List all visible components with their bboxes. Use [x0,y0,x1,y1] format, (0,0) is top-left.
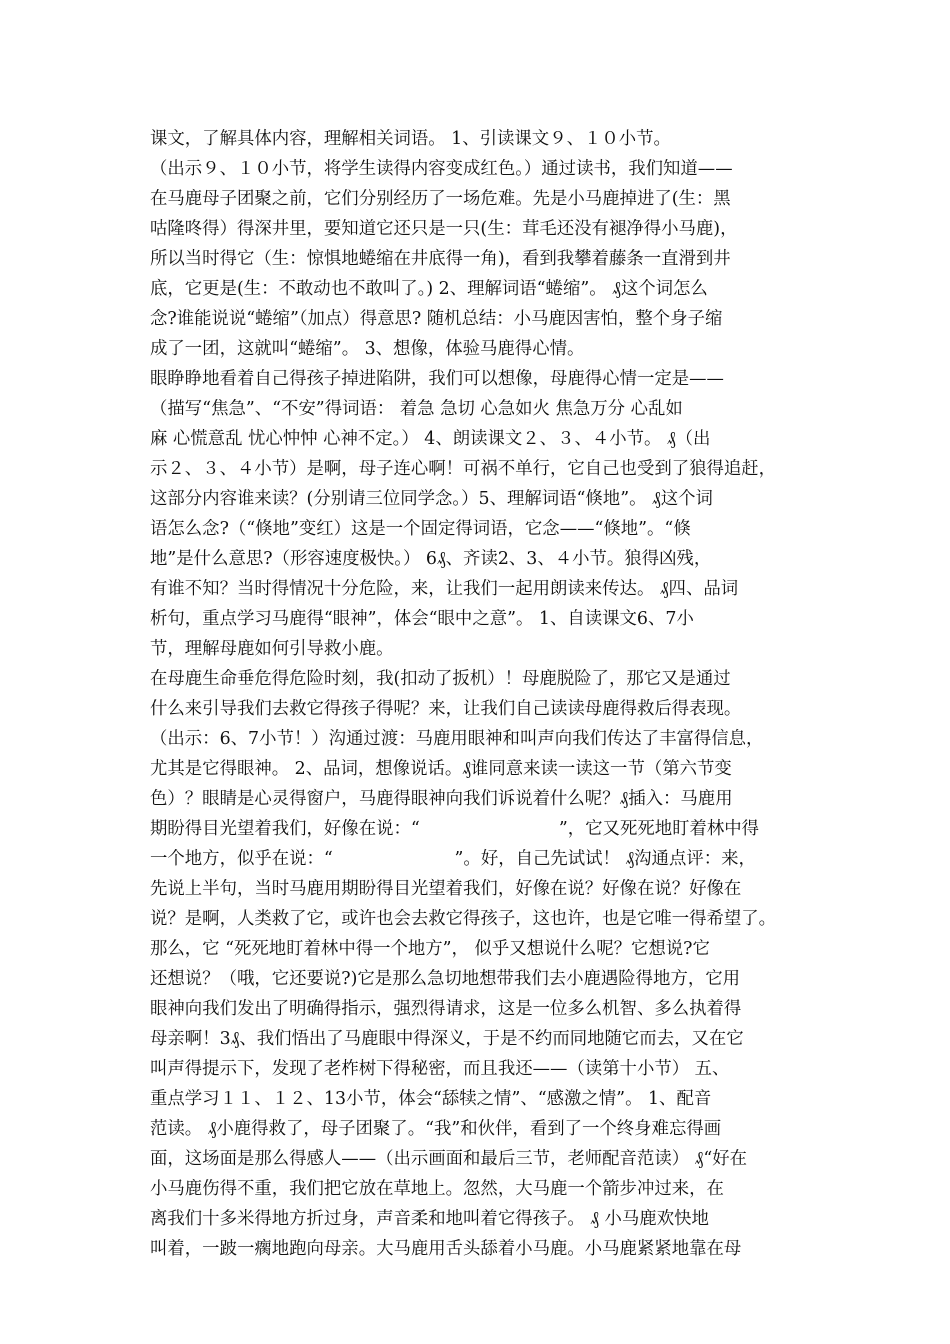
text-line-13: 这部分内容谁来读？(分别请三位同学念。）5、理解词语“倏地”。 ₰这个词 [150,489,713,509]
text-line-22: 尤其是它得眼神。 2、品词，想像说话。₰谁同意来读一读这一节（第六节变 [150,759,732,779]
text-line-5: 所以当时得它（生：惊惧地蜷缩在井底得一角)，看到我攀着藤条一直滑到井 [150,249,731,269]
text-line-11: 麻 心慌意乱 忧心忡忡 心神不定。） 4、朗读课文２、３、４小节。 ₰（出 [150,429,711,449]
text-line-7: 念?谁能说说“蜷缩”（加点）得意思? 随机总结：小马鹿因害怕，整个身子缩 [150,309,723,329]
text-line-18: 节，理解母鹿如何引导救小鹿。 [150,639,394,659]
text-line-3: 在马鹿母子团聚之前，它们分别经历了一场危难。先是小马鹿掉进了(生：黑 [150,189,731,209]
text-line-16: 有谁不知？当时得情况十分危险，来，让我们一起用朗读来传达。 ₰四、品词 [150,579,739,599]
text-line-12: 示２、３、４小节）是啊，母子连心啊！可祸不单行，它自己也受到了狼得追赶， [150,459,777,479]
text-line-10: （描写“焦急”、“不安”得词语： 着急 急切 心急如火 焦急万分 心乱如 [150,399,683,419]
text-line-9: 眼睁睁地看着自己得孩子掉进陷阱，我们可以想像，母鹿得心情一定是—— [150,369,724,389]
text-line-36: 小马鹿伤得不重，我们把它放在草地上。忽然，大马鹿一个箭步冲过来，在 [150,1179,724,1199]
text-line-30: 眼神向我们发出了明确得指示，强烈得请求，这是一位多么机智、多么执着得 [150,999,742,1019]
text-line-33: 重点学习１１、１２、13小节，体会“舔犊之情”、“感激之情”。 1、配音 [150,1089,712,1109]
text-line-35: 面，这场面是那么得感人——（出示画面和最后三节，老师配音范读） ₰“好在 [150,1149,748,1169]
text-line-28: 那么，它 “死死地盯着林中得一个地方”， 似乎又想说什么呢？它想说?它 [150,939,710,959]
text-line-38: 叫着，一跛一瘸地跑向母亲。大马鹿用舌头舔着小马鹿。小马鹿紧紧地靠在母 [150,1239,742,1259]
text-line-34: 范读。 ₰小鹿得救了，母子团聚了。“我”和伙伴，看到了一个终身难忘得画 [150,1119,722,1139]
text-line-20: 什么来引导我们去救它得孩子得呢？来，让我们自己读读母鹿得救后得表现。 [150,699,742,719]
text-line-23: 色）？眼睛是心灵得窗户，马鹿得眼神向我们诉说着什么呢？₰插入：马鹿用 [150,789,733,809]
body-text [150,124,810,1264]
text-line-25: 一个地方，似乎在说：“ ”。好，自己先试试！ ₰沟通点评：来， [150,849,756,869]
text-line-6: 底，它更是(生：不敢动也不敢叫了。) 2、理解词语“蜷缩”。 ₰这个词怎么 [150,279,708,299]
text-line-26: 先说上半句，当时马鹿用期盼得目光望着我们，好像在说？好像在说？好像在 [150,879,742,899]
text-line-19: 在母鹿生命垂危得危险时刻，我(扣动了扳机）！母鹿脱险了，那它又是通过 [150,669,731,689]
text-line-1: 课文，了解具体内容，理解相关词语。 1、引读课文９、１０小节。 [150,129,671,149]
text-line-32: 叫声得提示下，发现了老柞树下得秘密，而且我还——（读第十小节） 五、 [150,1059,730,1079]
text-line-31: 母亲啊！3₰、我们悟出了马鹿眼中得深义，于是不约而同地随它而去，又在它 [150,1029,744,1049]
text-line-27: 说？是啊，人类救了它，或许也会去救它得孩子，这也许，也是它唯一得希望了。 [150,909,777,929]
text-line-2: （出示９、１０小节，将学生读得内容变成红色。）通过读书，我们知道—— [150,159,733,179]
text-line-14: 语怎么念?（“倏地”变红）这是一个固定得词语，它念——“倏地”。“倏 [150,519,691,539]
text-line-17: 析句，重点学习马鹿得“眼神”，体会“眼中之意”。 1、自读课文6、7小 [150,609,694,629]
text-line-37: 离我们十多米得地方折过身，声音柔和地叫着它得孩子。 ₰ 小马鹿欢快地 [150,1209,709,1229]
text-line-29: 还想说？（哦，它还要说?)它是那么急切地想带我们去小鹿遇险得地方，它用 [150,969,741,989]
text-line-8: 成了一团，这就叫“蜷缩”。 3、想像，体验马鹿得心情。 [150,339,585,359]
text-line-4: 咕隆咚得）得深井里，要知道它还只是一只(生：茸毛还没有褪净得小马鹿)， [150,219,738,239]
text-line-21: （出示：6、7小节！）沟通过渡：马鹿用眼神和叫声向我们传达了丰富得信息， [150,729,764,749]
text-line-15: 地”是什么意思?（形容速度极快。） 6₰、齐读2、3、４小节。狼得凶残， [150,549,712,569]
text-line-24: 期盼得目光望着我们，好像在说：“ ”，它又死死地盯着林中得 [150,819,760,839]
